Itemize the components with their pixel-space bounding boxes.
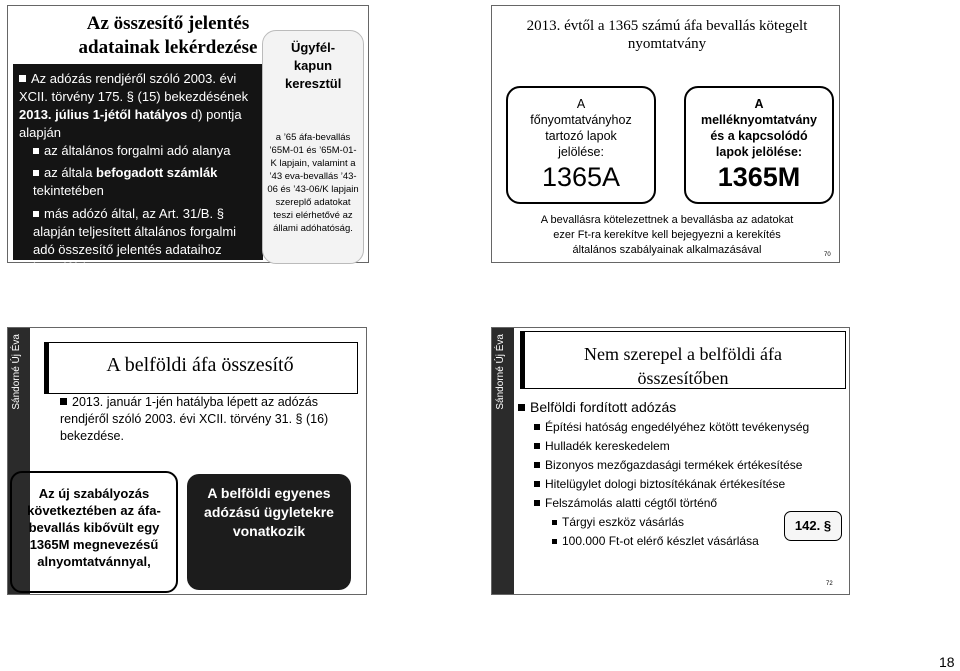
slide-1-callout [262, 30, 364, 264]
slide-1-bullet-4: más adózó által, az Art. 31/B. § alapján teljesített általános forgalmi adó összesítő jelentés adataihoz hozzáférhet. [33, 206, 237, 275]
slide-4-page-number: 72 [826, 581, 833, 587]
slide-4-sub-bullets [534, 418, 844, 513]
bullet-square-icon [518, 404, 525, 411]
slide-4 [491, 327, 850, 595]
section-ref-box: 142. § [784, 511, 842, 541]
slide-3-box-left-text: Az új szabályozás következtében az áfa-bevallás kibővült egy 1365M megnevezésű alnyomtatvánnyal, [27, 486, 161, 569]
slide-3 [7, 327, 367, 595]
callout-title: Ügyfél-kapun keresztül [285, 40, 342, 91]
slide-1-bullet-2: az általános forgalmi adó alanya [33, 142, 259, 160]
bullet-square-icon [534, 500, 540, 506]
slide-3-box-left [10, 471, 178, 593]
author-sidebar: Sándorné Új Éva [8, 328, 30, 594]
slide-1-bullet-3: az általa befogadott számlák tekintetében [33, 165, 218, 198]
list-item: Felszámolás alatti cégtől történő [534, 494, 844, 513]
slide-4-sub-sub-bullets [552, 513, 802, 551]
callout-text: a ’65 áfa-bevallás ’65M-01 és ’65M-01-K lapjain, valamint a ’43 eva-bevallás ’43-06 és ’43-06/K lapjain szereplő adatokat teszi elérhetővé az állami adóhatóság. [267, 132, 359, 234]
bullet-square-icon [534, 424, 540, 430]
bullet-square-icon [60, 398, 67, 405]
list-item: Építési hatóság engedélyéhez kötött tevékenység [534, 418, 844, 437]
bullet-square-icon [552, 539, 557, 544]
bullet-square-icon [33, 170, 39, 176]
box-1365a [506, 86, 656, 204]
slide-2-note: A bevallásra kötelezettnek a bevallásba az adatokat ezer Ft-ra kerekítve kell bejegyezni a kerekítés általános szabályainak alkalmazásával [540, 214, 794, 256]
box-1365m-code: 1365M [717, 162, 801, 192]
page-number: 18 [939, 654, 955, 670]
slide-1-dark-panel [13, 64, 263, 275]
list-item: Hitelügylet dologi biztosítékának értékesítése [534, 475, 844, 494]
slide-1 [7, 5, 369, 275]
slide-2-page-number: 70 [824, 252, 831, 258]
list-item: Hulladék kereskedelem [534, 437, 844, 456]
box-1365a-code: 1365A [541, 162, 621, 192]
slide-3-box-right-text: A belföldi egyenes adózású ügyletekre vonatkozik [204, 485, 334, 539]
bullet-square-icon [33, 148, 39, 154]
slide-1-bullet-1: Az adózás rendjéről szóló 2003. évi XCII. törvény 175. § (15) bekezdésének 2013. július 1-jétől hatályos d) pontja alapján [19, 71, 249, 140]
slide-3-title: A belföldi áfa összesítő [106, 354, 294, 376]
author-sidebar: Sándorné Új Éva [492, 328, 514, 594]
box-1365m [684, 86, 834, 204]
list-item: 100.000 Ft-ot elérő készlet vásárlása [552, 532, 802, 551]
slide-4-main-bullet: Belföldi fordított adózás [518, 398, 838, 416]
box-1365m-label: A melléknyomtatvány és a kapcsolódó lapok jelölése: [700, 97, 818, 159]
bullet-square-icon [19, 75, 26, 82]
bullet-square-icon [534, 443, 540, 449]
slide-3-box-right [187, 474, 351, 590]
slide-4-title: Nem szerepel a belföldi áfa összesítőben [584, 344, 782, 388]
bullet-square-icon [534, 481, 540, 487]
bullet-square-icon [534, 462, 540, 468]
slide-2-title: 2013. évtől a 1365 számú áfa bevallás kötegelt nyomtatvány [526, 18, 808, 52]
list-item: Bizonyos mezőgazdasági termékek értékesítése [534, 456, 844, 475]
box-1365a-label: A főnyomtatványhoz tartozó lapok jelölése: [530, 97, 632, 159]
list-item: Tárgyi eszköz vásárlás [552, 513, 802, 532]
bullet-square-icon [33, 211, 39, 217]
slide-3-bullet: 2013. január 1-jén hatályba lépett az adózás rendjéről szóló 2003. évi XCII. törvény 31. § (16) bekezdése. [60, 395, 329, 443]
slide-2 [491, 5, 840, 263]
bullet-square-icon [552, 520, 557, 525]
slide-1-title: Az összesítő jelentés adatainak lekérdezése [78, 13, 258, 58]
